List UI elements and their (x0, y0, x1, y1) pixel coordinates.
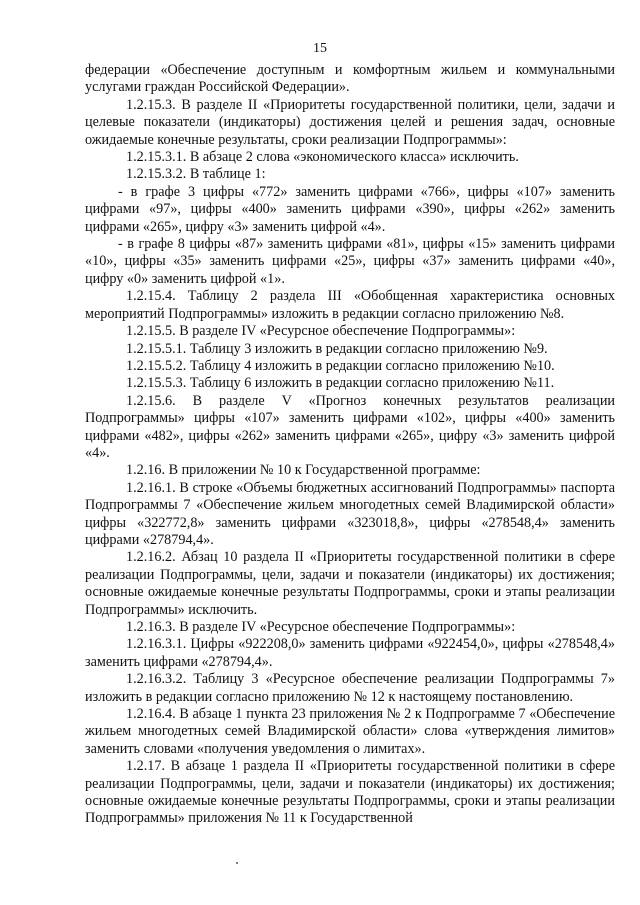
paragraph: - в графе 3 цифры «772» заменить цифрами «766», цифры «107» заменить цифрами «97», цифры «400» заменить цифрами «390», цифры «262» заменить цифрами «265», цифру «3» заменить цифрой «4». (85, 183, 615, 235)
paragraph: 1.2.15.3.2. В таблице 1: (126, 166, 266, 183)
page-number: 15 (313, 41, 327, 56)
paragraph: 1.2.15.5.2. Таблицу 4 изложить в редакции согласно приложению №10. (126, 357, 555, 374)
paragraph: - в графе 8 цифры «87» заменить цифрами «81», цифры «15» заменить цифрами «10», цифры «35» заменить цифрами «25», цифры «37» заменить цифрами «40», цифру «0» заменить цифрой «1». (85, 236, 615, 287)
paragraph: 1.2.16.1. В строке «Объемы бюджетных ассигнований Подпрограммы» паспорта Подпрограммы 7 «Обеспечение жильем многодетных семей Владимирской области» цифры «322772,8» заменить цифрами «323018,8», цифры «278548,4» заменить цифрами «278794,4». (85, 479, 615, 548)
paragraph: 1.2.15.3.1. В абзаце 2 слова «экономического класса» исключить. (126, 149, 519, 166)
paragraph: 1.2.15.5.3. Таблицу 6 изложить в редакции согласно приложению №11. (126, 375, 555, 392)
document-body (85, 62, 615, 828)
paragraph: 1.2.16.2. Абзац 10 раздела II «Приоритеты государственной политики в сфере реализации Подпрограммы, цели, задачи и показатели (индикаторы) их достижения; основные ожидаемые конечные результаты Подпрограммы, сроки и этапы реализации Подпрограммы» исключить. (85, 549, 615, 618)
paragraph: 1.2.17. В абзаце 1 раздела II «Приоритеты государственной политики в сфере реализации Подпрограммы, цели, задачи и показатели (индикаторы) их достижения; основные ожидаемые конечные результаты Подпрограммы, сроки и этапы реализации Подпрограммы» приложения № 11 к Государственной (85, 758, 615, 827)
paragraph: 1.2.15.6. В разделе V «Прогноз конечных результатов реализации Подпрограммы» цифры «107» заменить цифрами «102», цифры «400» заменить цифрами «482», цифры «262» заменить цифрами «265», цифру «3» заменить цифрой «4». (85, 392, 615, 461)
paragraph: 1.2.15.4. Таблицу 2 раздела III «Обобщенная характеристика основных мероприятий Подпрограммы» изложить в редакции согласно приложению №8. (85, 288, 615, 322)
paragraph: 1.2.16.3. В разделе IV «Ресурсное обеспечение Подпрограммы»: (126, 619, 516, 635)
paragraph: 1.2.16. В приложении № 10 к Государственной программе: (126, 462, 481, 479)
paragraph: федерации «Обеспечение доступным и комфортным жильем и коммунальными услугами граждан Российской Федерации». (85, 62, 615, 96)
scan-speck (236, 862, 238, 864)
paragraph: 1.2.15.5.1. Таблицу 3 изложить в редакции согласно приложению №9. (126, 340, 548, 357)
paragraph: 1.2.16.3.1. Цифры «922208,0» заменить цифрами «922454,0», цифры «278548,4» заменить цифрами «278794,4». (85, 636, 615, 670)
paragraph: 1.2.15.3. В разделе II «Приоритеты государственной политики, цели, задачи и целевые показатели (индикаторы) достижения целей и решения задач, основные ожидаемые конечные результаты, сроки реализации Подпрограммы»: (85, 96, 615, 148)
paragraph: 1.2.15.5. В разделе IV «Ресурсное обеспечение Подпрограммы»: (126, 323, 516, 340)
paragraph: 1.2.16.4. В абзаце 1 пункта 23 приложения № 2 к Подпрограмме 7 «Обеспечение жильем многодетных семей Владимирской области» слова «утверждения лимитов» заменить словами «получения уведомления о лимитах». (85, 706, 615, 757)
paragraph: 1.2.16.3.2. Таблицу 3 «Ресурсное обеспечение реализации Подпрограммы 7» изложить в редакции согласно приложению № 12 к настоящему постановлению. (85, 671, 615, 705)
